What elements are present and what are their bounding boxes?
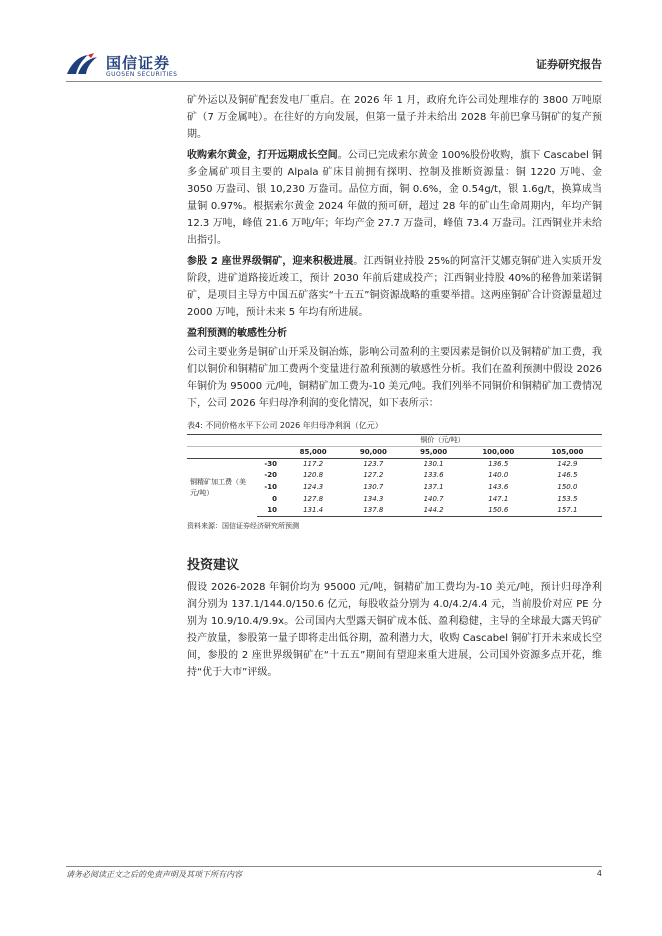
page-number: 4 — [596, 869, 602, 878]
value-cell: 136.5 — [488, 460, 509, 469]
fee-cell: -10 — [264, 483, 277, 492]
paragraph-solgold — [187, 147, 602, 249]
value-cell: 137.8 — [343, 505, 403, 517]
paragraph-panama-mine: 矿外运以及铜矿配套发电厂重启。在 2026 年 1 月，政府允许公司处理堆存的 3800 万吨原矿（7 万金属吨）。在往好的方向发展，但第一量子并未给出 2028 年前巴拿马铜矿的复产预期。 — [187, 95, 602, 140]
paragraph-solgold-text: 。公司已完成索尔黄金 100%股份收购，旗下 Cascabel 铜多金属矿项目主要的 Alpala 矿床目前拥有探明、控制及推断资源量：铜 1220 万吨、金 3050 万盎司、银 10,230 万盎司。品位方面，铜 0.6%，金 0.54g/t，银 1.6g/t，换算成当量铜 0.97%。根据索尔黄金 2024 年做的预可研，超过 28 年的矿山生命周期内，年均产铜 12.3 万吨，峰值 21.6 万吨/年；年均产金 27.7 万盎司，峰值 73.4 万盎司。江西铜业并未给出指引。 — [187, 150, 602, 246]
value-cell: 144.2 — [403, 505, 463, 517]
column-header: 95,000 — [403, 447, 463, 459]
sensitivity-subheading: 盈利预测的敏感性分析 — [187, 328, 287, 339]
main-content — [187, 92, 602, 685]
value-cell: 140.7 — [423, 494, 444, 503]
value-cell: 134.3 — [363, 494, 384, 503]
value-cell: 137.1 — [423, 483, 444, 492]
value-cell: 127.2 — [363, 471, 384, 480]
blank-cell — [187, 435, 257, 447]
footer-divider — [66, 866, 602, 867]
table-row — [187, 459, 602, 471]
value-cell: 140.0 — [488, 471, 509, 480]
header-divider — [66, 81, 602, 82]
value-cell: 146.5 — [557, 471, 578, 480]
paragraph-world-class-mines — [187, 253, 602, 321]
fee-cell: -20 — [264, 471, 277, 480]
value-cell: 147.1 — [488, 494, 509, 503]
investment-section-title: 投资建议 — [187, 558, 240, 574]
logo-text-en: GUOSEN SECURITIES — [106, 71, 178, 78]
value-cell: 153.5 — [557, 494, 578, 503]
paragraph-mines-text: 。江西铜业持股 25%的阿富汗艾娜克铜矿进入实质开发阶段，进矿道路接近竣工，预计 2030 年前后建成投产；江西铜业持股 40%的秘鲁加莱诺铜矿，是项目主导方中国五矿落实“十五五”铜资源战略的重要举措。这两座铜矿合计资源量超过 2000 万吨，预计未来 5 年均有所进展。 — [187, 256, 603, 318]
paragraph-mines-lead: 参股 2 座世界级铜矿，迎来积极进展 — [187, 256, 354, 267]
sensitivity-table-block — [187, 420, 602, 531]
value-cell: 123.7 — [363, 460, 384, 469]
price-header: 铜价（元/吨） — [283, 435, 602, 447]
paragraph-sensitivity: 公司主要业务是铜矿山开采及铜冶炼，影响公司盈利的主要因素是铜价以及铜精矿加工费，我们以铜价和铜精矿加工费两个变量进行盈利预测的敏感性分析。我们在盈利预测中假设 2026 年铜价为 95000 元/吨，铜精矿加工费为-10 美元/吨。我们列举不同铜价和铜精矿加工费情况下，公司 2026 年归母净利润的变化情况，如下表所示： — [187, 347, 602, 409]
column-header-row — [187, 447, 602, 459]
price-header-row — [187, 435, 602, 447]
value-cell: 124.3 — [303, 483, 324, 492]
value-cell: 150.6 — [464, 505, 533, 517]
value-cell: 117.2 — [303, 460, 324, 469]
value-cell: 143.6 — [488, 483, 509, 492]
column-header: 105,000 — [533, 447, 602, 459]
paragraph-investment: 假设 2026-2028 年铜价均为 95000 元/吨，铜精矿加工费均为-10 美元/吨，预计归母净利润分别为 137.1/144.0/150.6 亿元，每股收益分别为 4.0/4.2/4.4 元，当前股价对应 PE 分别为 10.9/10.4/9.9x。公司国内大型露天铜矿成本低、盈利稳健，主导的全球最大露天钨矿投产放量，参股第一量子即将走出低谷期，盈利潜力大，收购 Cascabel 铜矿打开未来成长空间，参股的 2 座世界级铜矿在“十五五”期间有望迎来重大进展，公司国外资源多点开花，维持“优于大市”评级。 — [187, 582, 602, 679]
value-cell: 157.1 — [533, 505, 602, 517]
logo-mark-icon — [66, 52, 100, 78]
fee-cell: 0 — [272, 494, 277, 503]
value-cell: 130.7 — [363, 483, 384, 492]
blank-cell — [187, 447, 257, 459]
value-cell: 127.8 — [303, 494, 324, 503]
fee-cell: -30 — [264, 460, 277, 469]
row-group-label: 铜精矿加工费（美元/吨） — [190, 477, 246, 497]
value-cell: 131.4 — [283, 505, 343, 517]
value-cell: 142.9 — [557, 460, 578, 469]
blank-cell — [257, 447, 283, 459]
table-source: 资料来源：国信证券经济研究所预测 — [187, 522, 299, 531]
guosen-logo — [66, 50, 196, 80]
logo-text-cn: 国信证券 — [106, 54, 171, 72]
fee-cell: 10 — [257, 505, 283, 517]
column-header: 100,000 — [464, 447, 533, 459]
value-cell: 150.0 — [557, 483, 578, 492]
column-header: 85,000 — [283, 447, 343, 459]
sensitivity-table — [187, 435, 602, 517]
footer-disclaimer: 请务必阅读正文之后的免责声明及其项下所有内容 — [66, 870, 242, 879]
value-cell: 130.1 — [423, 460, 444, 469]
page-header — [66, 50, 602, 84]
column-header: 90,000 — [343, 447, 403, 459]
value-cell: 133.6 — [423, 471, 444, 480]
paragraph-solgold-lead: 收购索尔黄金，打开远期成长空间 — [187, 150, 338, 161]
report-type-label: 证券研究报告 — [536, 58, 602, 71]
value-cell: 120.8 — [303, 471, 324, 480]
table-caption: 表4: 不同价格水平下公司 2026 年归母净利润（亿元） — [187, 420, 602, 435]
blank-cell — [257, 435, 283, 447]
